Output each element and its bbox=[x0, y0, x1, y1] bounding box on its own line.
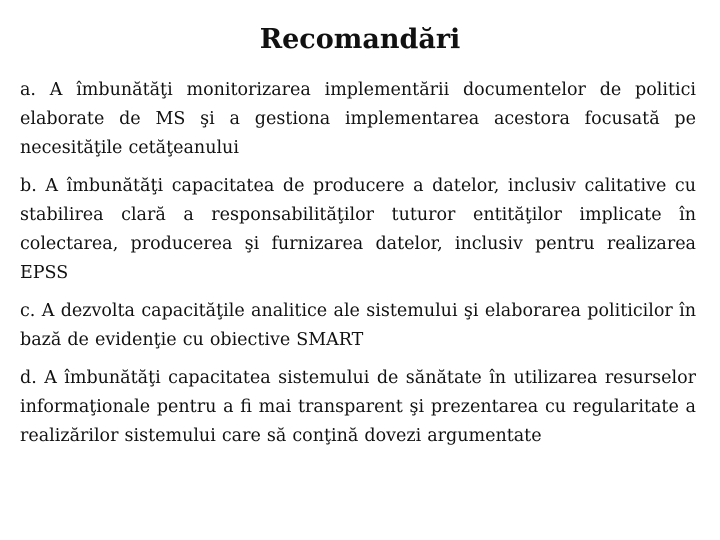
recommendation-item-a: a. A îmbunătăţi monitorizarea implementării documentelor de politici elaborate de MS şi a gestiona implementarea acestora focusată pe necesităţile cetăţeanului bbox=[20, 80, 696, 158]
recommendation-item-c: c. A dezvolta capacităţile analitice ale sistemului şi elaborarea politicilor în bază de evidenţie cu obiective SMART bbox=[20, 301, 696, 350]
recommendations-list bbox=[20, 76, 696, 451]
recommendation-item-b: b. A îmbunătăţi capacitatea de producere a datelor, inclusiv calitative cu stabilirea clară a responsabilităţilor tuturor entităţilor implicate în colectarea, producerea şi furnizarea datelor, inclusiv pentru realizarea EPSS bbox=[20, 176, 696, 283]
slide-title: Recomandări bbox=[259, 24, 461, 55]
recommendation-item-d: d. A îmbunătăţi capacitatea sistemului de sănătate în utilizarea resurselor informaţionale pentru a fi mai transparent şi prezentarea cu regularitate a realizărilor sistemului care să conţină dovezi argumentate bbox=[20, 368, 696, 446]
